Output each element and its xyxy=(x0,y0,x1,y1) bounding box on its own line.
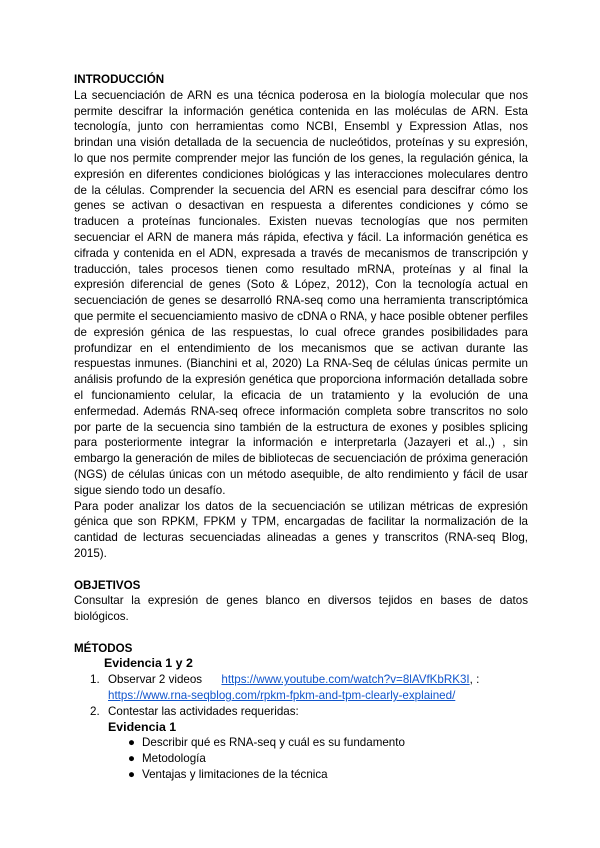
bullet-icon: ● xyxy=(128,736,136,750)
intro-paragraph-2: Para poder analizar los datos de la secuenciación se utilizan métricas de expresión génica que son RPKM, FPKM y TPM, encargadas de facilitar la normalización de la cantidad de lecturas secuenciadas alineadas a genes y transcritos (RNA-seq Blog, 2015). xyxy=(74,499,528,560)
rnaseqblog-link[interactable]: https://www.rna-seqblog.com/rpkm-fpkm-and-tpm-clearly-explained/ xyxy=(108,689,456,703)
metodos-heading: MÉTODOS xyxy=(74,641,133,655)
bullet-item xyxy=(74,735,528,751)
step-text: Observar 2 videos xyxy=(108,673,203,687)
spacer xyxy=(74,562,528,578)
bullet-list xyxy=(74,735,528,782)
evidence-group-label: Evidencia 1 y 2 xyxy=(104,656,193,671)
bullet-icon: ● xyxy=(128,752,136,766)
spacer xyxy=(74,625,528,641)
step-item xyxy=(74,704,528,720)
step-item xyxy=(74,672,528,704)
bullet-text: Metodología xyxy=(142,752,206,766)
link-separator: , : xyxy=(469,673,480,687)
bullet-icon: ● xyxy=(128,768,136,782)
bullet-item xyxy=(74,751,528,767)
bullet-text: Ventajas y limitaciones de la técnica xyxy=(142,768,328,782)
objetivos-heading: OBJETIVOS xyxy=(74,578,141,592)
document-page xyxy=(74,72,528,783)
objetivos-text: Consultar la expresión de genes blanco en diversos tejidos en bases de datos biológicos. xyxy=(74,594,528,624)
step-number: 2. xyxy=(90,704,100,718)
steps-list xyxy=(74,672,528,719)
intro-heading: INTRODUCCIÓN xyxy=(74,73,165,86)
intro-paragraph-1: La secuenciación de ARN es una técnica poderosa en la biología molecular que nos permite descifrar la información genética contenida en las moléculas de ARN. Esta tecnología, junto con herramientas como NCBI, Ensembl y Expression Atlas, nos brindan una visión detallada de la secuencia de nucleótidos, proteínas y su expresión, lo que nos permite comprender mejor las función de los genes, la regulación génica, la expresión en diferentes condiciones biológicas y las interacciones moleculares dentro de la células. Comprender la secuencia del ARN es esencial para descifrar cómo los genes se activan o desactivan en respuesta a diferentes condiciones y cómo se traducen a proteínas funcionales. Existen nuevas tecnologías que nos permiten secuenciar el ARN de manera más rápida, efectiva y fácil. La información genética es cifrada y contenida en el ADN, expresada a través de mecanismos de transcripción y traducción, tales procesos tienen como resultado mRNA, proteínas y al final la expresión diferencial de genes (Soto & López, 2012), Con la tecnología actual en secuenciación de genes se desarrolló RNA-seq como una herramienta transcriptómica que permite el secuenciamiento masivo de cDNA o RNA, y hace posible obtener perfiles de expresión génica de las respuestas, lo cual ofrece grandes posibilidades para profundizar en el entendimiento de los mecanismos que se activan durante las respuestas inmunes. (Bianchini et al, 2020) La RNA-Seq de células únicas permite un análisis profundo de la expresión genética que proporciona información detallada sobre el funcionamiento celular, la eficacia de un tratamiento y la evolución de una enfermedad. Además RNA-seq ofrece información completa sobre transcritos no solo por parte de la secuencia sino también de la estructura de exones y posibles splicing para posteriormente integrar la información e interpretarla (Jazayeri et al.,) , sin embargo la generación de miles de bibliotecas de secuenciación de próxima generación (NGS) de células únicas con un método asequible, de alto rendimiento y fácil de usar sigue siendo todo un desafío. xyxy=(74,88,528,497)
step-number: 1. xyxy=(90,673,100,687)
step-text: Contestar las actividades requeridas: xyxy=(108,704,299,718)
evidence-1-label: Evidencia 1 xyxy=(108,719,177,734)
bullet-text: Describir qué es RNA-seq y cuál es su fundamento xyxy=(142,736,405,750)
bullet-item xyxy=(74,767,528,783)
youtube-link[interactable]: https://www.youtube.com/watch?v=8lAVfKbRK3I xyxy=(221,673,470,687)
